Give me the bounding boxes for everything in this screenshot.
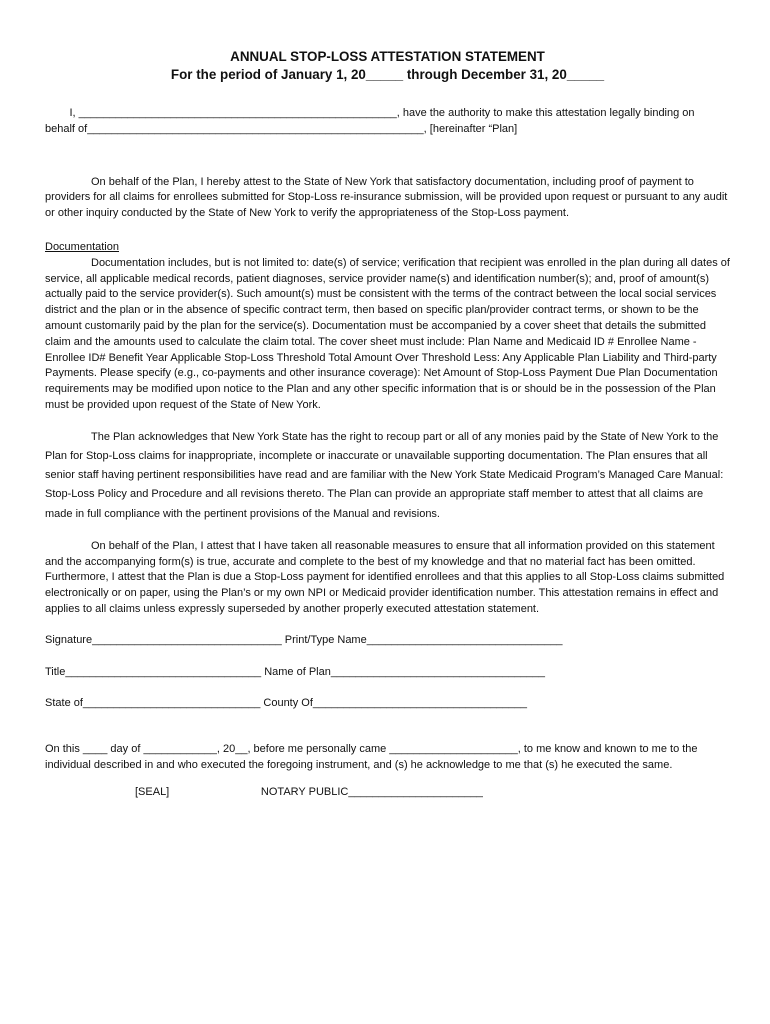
state-row: State of_____________________________ County Of___________________________________ xyxy=(45,697,528,710)
seal-notary-row: [SEAL] NOTARY PUBLIC______________________ xyxy=(135,785,483,798)
documentation-paragraph: Documentation includes, but is not limited to: date(s) of service; verification that recipient was enrolled in the plan during all dates of service, all applicable medical records, patient diagnoses, service provider name(s) and identification number(s); and, proof of amount(s) actually paid to the service provider(s). Such amount(s) must be consistent with the terms of the contract between the local social services district and the plan or in the absence of specific contract term, then based on specific plan/provider contract terms, or shown to be the amount customarily paid by the plan for the service(s). Documentation must be accompanied by a cover sheet that details the submitted claim and the amounts used to calculate the claim total. The cover sheet must include: Plan Name and Medicaid ID # Enrollee Name - Enrollee ID# Benefit Year Applicable Stop-Loss Threshold Total Amount Over Threshold Less: Any Applicable Plan Liability and Third-party Payments. Please specify (e.g., co-payments and other insurance coverage): Net Amount of Stop-Loss Payment Due Plan Documentation requirements may be modified upon notice to the Plan and any other specific information that is or should be in the possession of the Plan must be provided upon request of the State of New York. xyxy=(45,256,730,411)
intro-authority-line: I, ____________________________________________________, have the authority to make this attestation legally binding on xyxy=(45,107,695,119)
document-title: ANNUAL STOP-LOSS ATTESTATION STATEMENT xyxy=(230,49,545,64)
attestation-document xyxy=(45,48,730,801)
signature-row: Signature_______________________________ Print/Type Name________________________________ xyxy=(45,633,563,646)
attestation-paragraph-1: On behalf of the Plan, I hereby attest to the State of New York that satisfactory documentation, including proof of payment to providers for all claims for enrollees submitted for Stop-Loss re-insurance submission, will be provided upon request or pursuant to any audit or other inquiry conducted by the State of New York to verify the appropriateness of the Stop-Loss payment. xyxy=(45,175,728,220)
attest-measures-paragraph: On behalf of the Plan, I attest that I have taken all reasonable measures to ensure that all information provided on this statement and the accompanying form(s) is true, accurate and complete to the best of my knowledge and that no material fact has been omitted. Furthermore, I attest that the Plan is due a Stop-Loss payment for identified enrollees and that this applies to all Stop-Loss claims submitted electronically or on paper, using the Plan’s or my own NPI or Medicaid provider identification number. This attestation remains in effect and applies to all claims unless expressly superseded by another properly executed attestation statement. xyxy=(45,539,725,615)
title-row: Title________________________________ Name of Plan___________________________________ xyxy=(45,665,545,678)
intro-block xyxy=(45,106,730,138)
recoup-paragraph: The Plan acknowledges that New York State has the right to recoup part or all of any monies paid by the State of New York to the Plan for Stop-Loss claims for inappropriate, incomplete or inaccurate or unavailable supporting documentation. The Plan ensures that all senior staff having pertinent responsibilities have read and are familiar with the New York State Medicaid Program’s Managed Care Manual: Stop-Loss Policy and Procedure and all revisions thereto. The Plan can provide an appropriate staff member to attest that all claims are made in full compliance with the pertinent provisions of the Manual and revisions. xyxy=(45,430,724,520)
intro-plan-line: behalf of_______________________________________________________, [hereinafter “Plan] xyxy=(45,122,518,135)
document-period: For the period of January 1, 20_____ through December 31, 20_____ xyxy=(170,67,605,82)
documentation-heading: Documentation xyxy=(45,240,119,253)
notary-paragraph: On this ____ day of ____________, 20__, before me personally came _____________________, to me know and known to me to the individual described in and who executed the foregoing instrument, and (s) he acknowledge to me that (s) he executed the same. xyxy=(45,743,698,771)
